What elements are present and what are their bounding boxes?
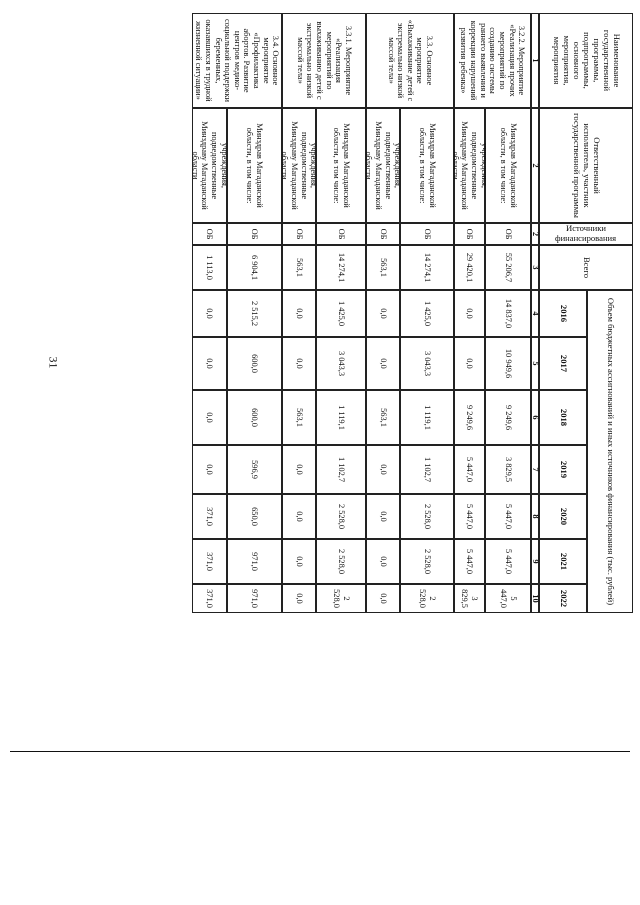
row-value: 0,0 <box>192 390 227 445</box>
row-value: 1 102,7 <box>400 445 454 494</box>
row-value: 14 274,1 <box>400 245 454 290</box>
column-number: 6 <box>531 390 539 445</box>
header-year: 2020 <box>539 494 587 539</box>
row-value: 10 949,6 <box>485 337 531 390</box>
row-value: 371,0 <box>192 584 227 613</box>
column-number: 8 <box>531 494 539 539</box>
row-value: 5 447,0 <box>454 539 485 584</box>
row-value: 0,0 <box>366 539 400 584</box>
row-value: 0,0 <box>192 337 227 390</box>
row-source: ОБ <box>192 223 227 245</box>
row-value: 14 837,0 <box>485 290 531 337</box>
header-year: 2016 <box>539 290 587 337</box>
row-value: 2 528,0 <box>316 539 366 584</box>
table-bottom-space <box>67 13 192 613</box>
row-value: 2 528,0 <box>400 494 454 539</box>
row-value: 650,0 <box>227 494 282 539</box>
column-number: 3 <box>531 245 539 290</box>
row-value: 0,0 <box>282 290 316 337</box>
row-name: 3.3.1. Мероприятие «Реализация мероприятий по выхаживанию детей с экстремально низкой массой тела» <box>282 13 366 108</box>
page-number: 31 <box>46 356 61 369</box>
row-value: 29 420,1 <box>454 245 485 290</box>
row-value: 3 829,5 <box>485 445 531 494</box>
row-source: ОБ <box>282 223 316 245</box>
column-number: 2 <box>531 223 539 245</box>
row-value: 2 515,2 <box>227 290 282 337</box>
header-year: 2022 <box>539 584 587 613</box>
column-number: 1 <box>531 13 539 108</box>
row-executor: Минздрав Магаданской области, в том числе: <box>485 108 531 223</box>
row-value: 0,0 <box>454 290 485 337</box>
row-value: 0,0 <box>192 290 227 337</box>
row-value: 2 528,0 <box>400 584 454 613</box>
row-value: 0,0 <box>366 337 400 390</box>
header-name: Наименование государственной программы, подпрограммы, основного мероприятия, мероприятия <box>539 13 633 108</box>
row-name: 3.3. Основное мероприятие «Выхаживание детей с экстремально низкой массой тела» <box>366 13 454 108</box>
row-value: 1 425,0 <box>316 290 366 337</box>
row-executor: Минздрав Магаданской области, в том числе: <box>316 108 366 223</box>
row-value: 9 249,6 <box>454 390 485 445</box>
row-value: 1 119,1 <box>316 390 366 445</box>
header-source-label: Источники финансирования <box>555 223 617 243</box>
row-value: 971,0 <box>227 584 282 613</box>
column-number: 7 <box>531 445 539 494</box>
funding-table <box>67 13 633 613</box>
column-number: 5 <box>531 337 539 390</box>
row-value: 2 528,0 <box>316 584 366 613</box>
row-executor: учреждения, подведомственные Минздраву Магаданской области <box>192 108 227 223</box>
row-executor: учреждения, подведомственные Минздраву Магаданской области <box>454 108 485 223</box>
row-value: 600,0 <box>227 337 282 390</box>
row-executor: учреждения, подведомственные Минздраву Магаданской области <box>282 108 316 223</box>
row-value: 0,0 <box>282 539 316 584</box>
row-value: 1 113,0 <box>192 245 227 290</box>
horizontal-rule <box>10 751 630 752</box>
row-value: 596,9 <box>227 445 282 494</box>
row-value: 0,0 <box>366 584 400 613</box>
row-value: 0,0 <box>454 337 485 390</box>
row-value: 0,0 <box>366 445 400 494</box>
row-value: 0,0 <box>282 584 316 613</box>
row-value: 563,1 <box>366 245 400 290</box>
row-value: 563,1 <box>282 245 316 290</box>
row-source: ОБ <box>485 223 531 245</box>
row-value: 371,0 <box>192 494 227 539</box>
row-value: 0,0 <box>282 494 316 539</box>
row-value: 5 447,0 <box>454 445 485 494</box>
header-year: 2021 <box>539 539 587 584</box>
row-value: 0,0 <box>192 445 227 494</box>
row-value: 6 904,1 <box>227 245 282 290</box>
row-value: 3 829,5 <box>454 584 485 613</box>
row-value: 5 447,0 <box>485 539 531 584</box>
header-year: 2018 <box>539 390 587 445</box>
column-number: 9 <box>531 539 539 584</box>
row-name: 3.4. Основное мероприятие «Профилактика абортов. Развитие центров медико-социальной поддержки беременных, оказавшихся в трудной жизненной ситуации» <box>192 13 282 108</box>
row-value: 3 043,3 <box>400 337 454 390</box>
row-source: ОБ <box>316 223 366 245</box>
row-executor: учреждения, подведомственные Минздраву Магаданской области <box>366 108 400 223</box>
row-value: 563,1 <box>366 390 400 445</box>
row-source: ОБ <box>366 223 400 245</box>
header-total: Всего <box>539 245 633 290</box>
row-value: 0,0 <box>282 337 316 390</box>
header-funding-group: Объем бюджетных ассигнований и иных источников финансирования (тыс. рублей) <box>587 290 633 613</box>
row-value: 563,1 <box>282 390 316 445</box>
column-number: 10 <box>531 584 539 613</box>
header-source <box>539 223 633 245</box>
row-value: 5 447,0 <box>485 584 531 613</box>
row-value: 0,0 <box>366 290 400 337</box>
column-number: 2 <box>531 108 539 223</box>
header-year: 2017 <box>539 337 587 390</box>
row-value: 5 447,0 <box>454 494 485 539</box>
row-value: 5 447,0 <box>485 494 531 539</box>
row-value: 0,0 <box>282 445 316 494</box>
row-name: 3.2.2. Мероприятие «Реализация прочих мероприятий по созданию системы раннего выявления и коррекции нарушений развития ребенка» <box>454 13 531 108</box>
row-source: ОБ <box>400 223 454 245</box>
row-value: 0,0 <box>366 494 400 539</box>
header-executor: Ответственный исполнитель, участник государственной программы <box>539 108 633 223</box>
row-value: 371,0 <box>192 539 227 584</box>
row-value: 2 528,0 <box>400 539 454 584</box>
row-value: 2 528,0 <box>316 494 366 539</box>
row-value: 971,0 <box>227 539 282 584</box>
row-value: 14 274,1 <box>316 245 366 290</box>
row-executor: Минздрав Магаданской области, в том числе: <box>227 108 282 223</box>
row-value: 1 102,7 <box>316 445 366 494</box>
row-source: ОБ <box>454 223 485 245</box>
row-value: 1 119,1 <box>400 390 454 445</box>
row-value: 600,0 <box>227 390 282 445</box>
row-value: 3 043,3 <box>316 337 366 390</box>
row-value: 9 249,6 <box>485 390 531 445</box>
header-year: 2019 <box>539 445 587 494</box>
row-executor: Минздрав Магаданской области, в том числе: <box>400 108 454 223</box>
row-source: ОБ <box>227 223 282 245</box>
row-value: 55 206,7 <box>485 245 531 290</box>
column-number: 4 <box>531 290 539 337</box>
row-value: 1 425,0 <box>400 290 454 337</box>
